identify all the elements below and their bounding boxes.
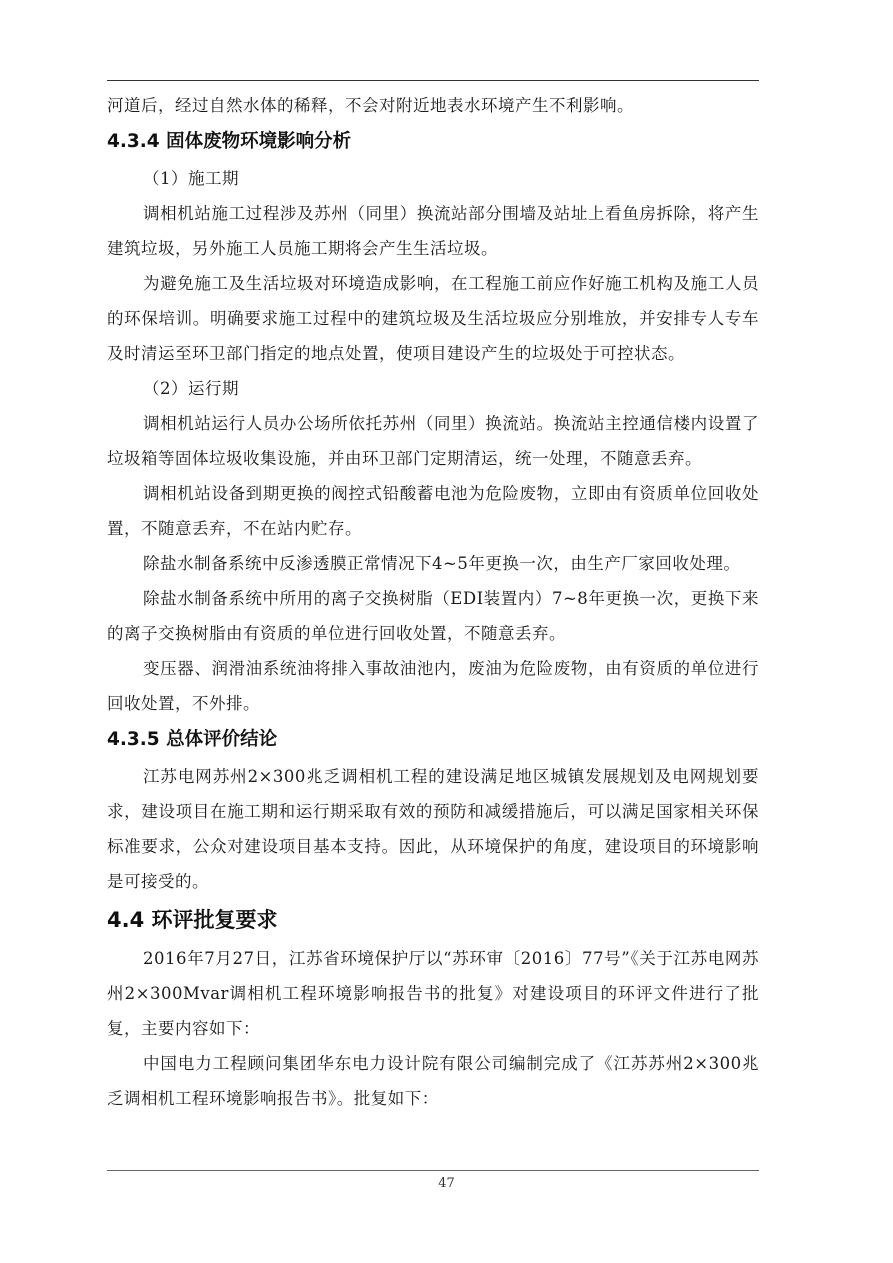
paragraph-ro-membrane: 除盐水制备系统中反渗透膜正常情况下4~5年更换一次，由生产厂家回收处理。 — [143, 554, 741, 573]
header-rule — [107, 80, 759, 81]
paragraph-waste-oil: 变压器、润滑油系统油将排入事故油池内，废油为危险废物，由有资质的单位进行回收处置，不外排。 — [107, 659, 759, 713]
paragraph-ion-exchange-resin: 除盐水制备系统中所用的离子交换树脂（EDI装置内）7~8年更换一次，更换下来的离子交换树脂由有资质的单位进行回收处置，不随意丢弃。 — [107, 589, 759, 643]
paragraph-continued: 河道后，经过自然水体的稀释，不会对附近地表水环境产生不利影响。 — [107, 96, 634, 115]
paragraph-report-preparation: 中国电力工程顾问集团华东电力设计院有限公司编制完成了《江苏苏州2×300兆乏调相机工程环境影响报告书》。批复如下： — [107, 1054, 759, 1108]
paragraph-construction-measures: 为避免施工及生活垃圾对环境造成影响，在工程施工前应作好施工机构及施工人员的环保培训。明确要求施工过程中的建筑垃圾及生活垃圾应分别堆放，并安排专人专车及时清运至环卫部门指定的地点处置，使项目建设产生的垃圾处于可控状态。 — [107, 274, 759, 363]
paragraph-construction-waste: 调相机站施工过程涉及苏州（同里）换流站部分围墙及站址上看鱼房拆除，将产生建筑垃圾，另外施工人员施工期将会产生生活垃圾。 — [107, 204, 759, 258]
section-heading-4-3-5: 4.3.5 总体评价结论 — [107, 729, 278, 750]
paragraph-approval-notice: 2016年7月27日，江苏省环境保护厅以“苏环审〔2016〕77号”《关于江苏电网苏州2×300Mvar调相机工程环境影响报告书的批复》对建设项目的环评文件进行了批复，主要内容如下： — [107, 949, 759, 1038]
paragraph-overall-conclusion: 江苏电网苏州2×300兆乏调相机工程的建设满足地区城镇发展规划及电网规划要求，建设项目在施工期和运行期采取有效的预防和减缓措施后，可以满足国家相关环保标准要求，公众对建设项目基本支持。因此，从环境保护的角度，建设项目的环境影响是可接受的。 — [107, 767, 759, 891]
subheading-construction-period: （1）施工期 — [143, 169, 239, 188]
footer-rule — [107, 1170, 759, 1171]
section-heading-4-4: 4.4 环评批复要求 — [107, 908, 278, 932]
document-body — [107, 88, 759, 1116]
page-number: 47 — [438, 1176, 455, 1191]
paragraph-battery-disposal: 调相机站设备到期更换的阀控式铅酸蓄电池为危险废物，立即由有资质单位回收处置，不随意丢弃，不在站内贮存。 — [107, 484, 759, 538]
subheading-operation-period: （2）运行期 — [143, 379, 239, 398]
paragraph-operation-office: 调相机站运行人员办公场所依托苏州（同里）换流站。换流站主控通信楼内设置了垃圾箱等固体垃圾收集设施，并由环卫部门定期清运，统一处理，不随意丢弃。 — [107, 414, 759, 468]
section-heading-4-3-4: 4.3.4 固体废物环境影响分析 — [107, 131, 352, 152]
